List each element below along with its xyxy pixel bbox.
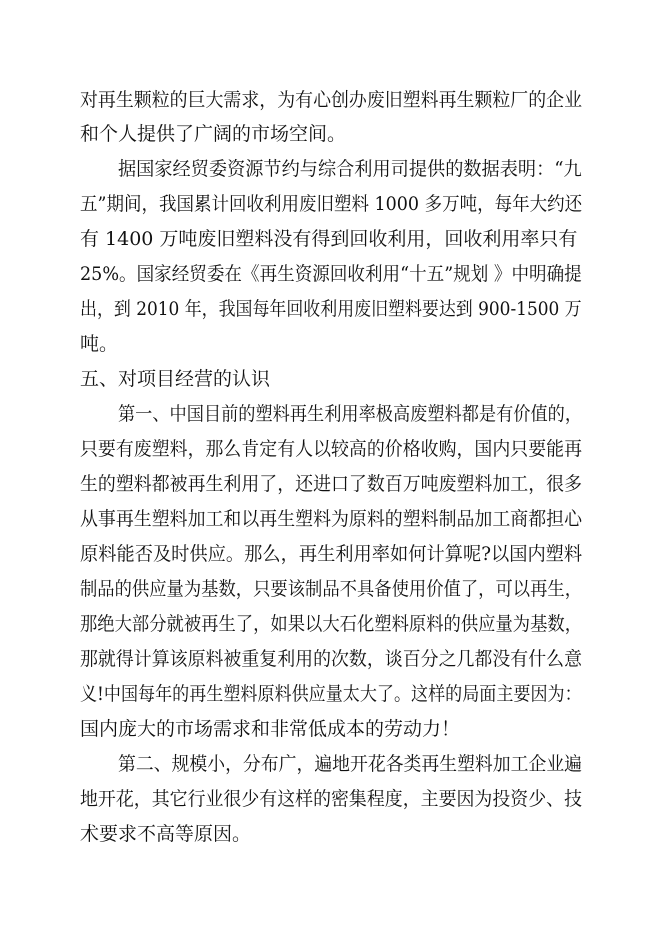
- paragraph-line: 五”期间，我国累计回收利用废旧塑料 1000 多万吨，每年大约还: [80, 193, 583, 215]
- paragraph-line: 制品的供应量为基数，只要该制品不具备使用价值了，可以再生，: [80, 578, 583, 600]
- paragraph-line: 第二、规模小，分布广，遍地开花各类再生塑料加工企业遍: [118, 753, 583, 775]
- paragraph-line: 国内庞大的市场需求和非常低成本的劳动力！: [80, 718, 461, 740]
- paragraph-line: 据国家经贸委资源节约与综合利用司提供的数据表明：“九: [118, 158, 582, 180]
- paragraph-line: 有 1400 万吨废旧塑料没有得到回收利用，回收利用率只有: [80, 228, 578, 250]
- paragraph-line: 原料能否及时供应。那么，再生利用率如何计算呢?以国内塑料: [80, 543, 583, 565]
- paragraph-line: 对再生颗粒的巨大需求，为有心创办废旧塑料再生颗粒厂的企业: [80, 89, 583, 111]
- paragraph-line: 出，到 2010 年，我国每年回收利用废旧塑料要达到 900-1500 万: [80, 298, 582, 320]
- paragraph-line: 那绝大部分就被再生了，如果以大石化塑料原料的供应量为基数，: [80, 613, 583, 635]
- paragraph-line: 那就得计算该原料被重复利用的次数，谈百分之几都没有什么意: [80, 648, 583, 670]
- paragraph-line: 只要有废塑料，那么肯定有人以较高的价格收购，国内只要能再: [80, 438, 583, 460]
- paragraph-line: 术要求不高等原因。: [80, 823, 252, 845]
- paragraph-line: 从事再生塑料加工和以再生塑料为原料的塑料制品加工商都担心: [80, 508, 583, 530]
- paragraph-line: 吨。: [80, 333, 119, 355]
- paragraph-line: 地开花，其它行业很少有这样的密集程度，主要因为投资少、技: [80, 788, 583, 810]
- section-heading: 五、对项目经营的认识: [80, 368, 271, 390]
- paragraph-line: 第一、中国目前的塑料再生利用率极高废塑料都是有价值的，: [118, 403, 583, 425]
- paragraph-line: 义!中国每年的再生塑料原料供应量太大了。这样的局面主要因为：: [80, 683, 582, 705]
- paragraph-line: 生的塑料都被再生利用了，还进口了数百万吨废塑料加工，很多: [80, 473, 583, 495]
- paragraph-line: 25%。国家经贸委在《再生资源回收利用“十五”规划 》中明确提: [80, 263, 582, 285]
- paragraph-line: 和个人提供了广阔的市场空间。: [80, 123, 347, 145]
